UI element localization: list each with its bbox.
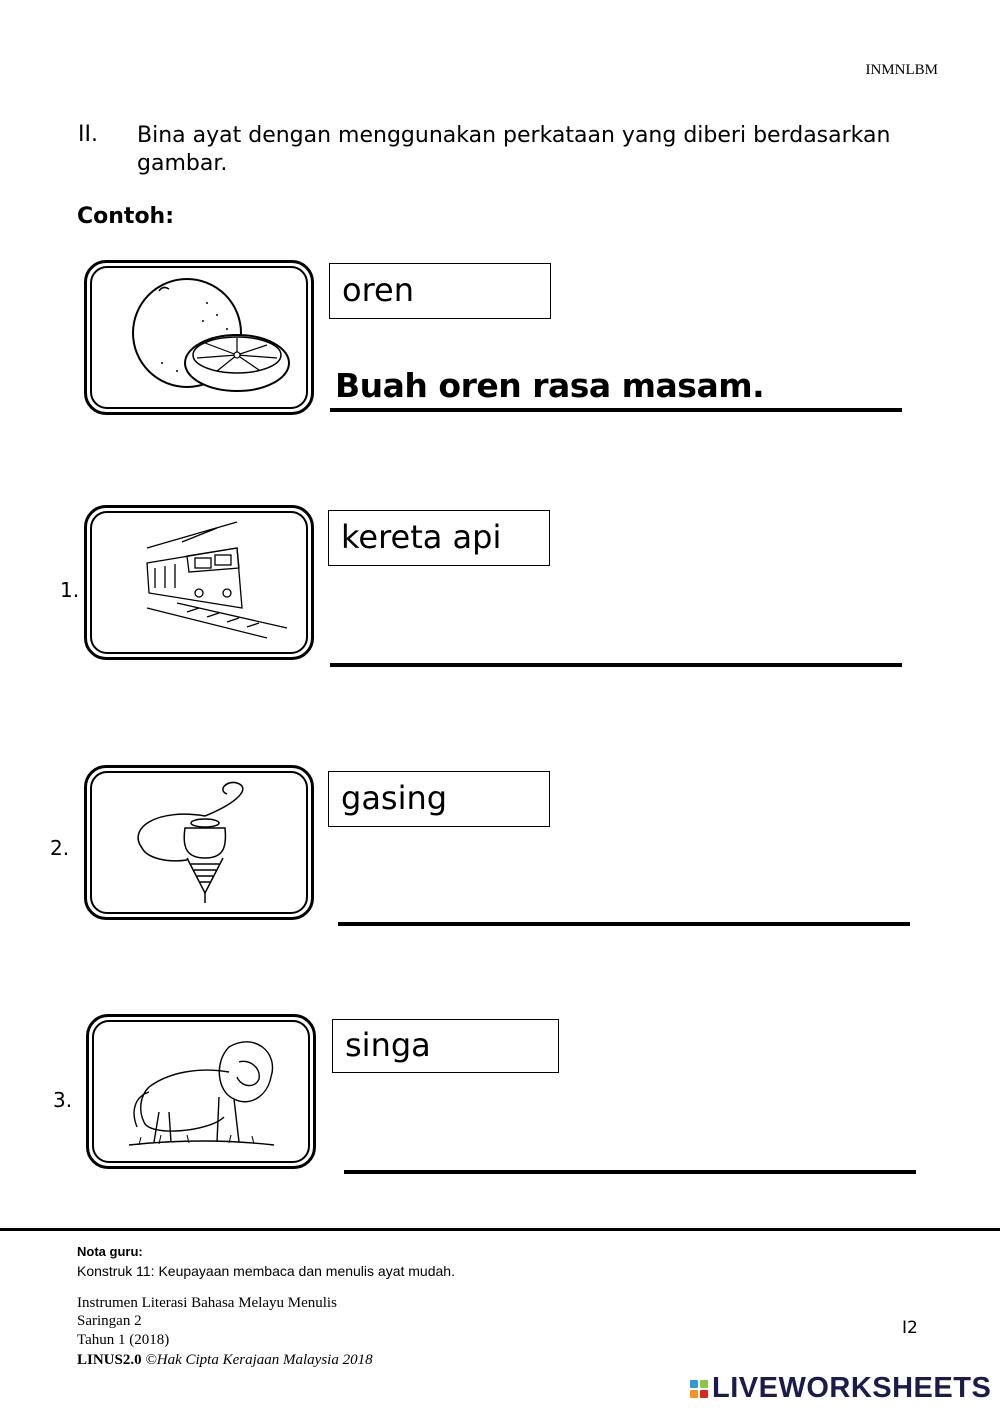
example-answer: Buah oren rasa masam.	[335, 366, 765, 405]
item-3-word-box: singa	[332, 1019, 559, 1073]
question-number: II.	[78, 122, 98, 147]
example-label: Contoh:	[77, 204, 175, 229]
train-icon	[87, 508, 317, 663]
item-1-answer-line[interactable]	[330, 663, 902, 667]
item-2-word-box: gasing	[328, 771, 550, 827]
liveworksheets-logo-icon	[690, 1380, 708, 1398]
copyright-line	[77, 1352, 373, 1369]
lion-icon	[89, 1017, 319, 1172]
item-3-picture-frame	[86, 1014, 316, 1169]
example-word-box: oren	[329, 263, 551, 319]
item-2-picture-frame	[84, 765, 314, 920]
example-picture-frame	[84, 260, 314, 415]
item-3-answer-line[interactable]	[344, 1170, 916, 1174]
copyright-notice: ©Hak Cipta Kerajaan Malaysia 2018	[145, 1352, 373, 1368]
item-2-label: 2.	[50, 836, 70, 860]
saringan-label: Saringan 2	[77, 1313, 142, 1329]
item-3-label: 3.	[53, 1088, 73, 1112]
teacher-note-text: Konstruk 11: Keupayaan membaca dan menulis ayat mudah.	[77, 1263, 455, 1279]
teacher-note-title: Nota guru:	[77, 1244, 143, 1259]
question-instruction: Bina ayat dengan menggunakan perkataan yang diberi berdasarkan gambar.	[137, 123, 891, 176]
example-answer-line	[330, 408, 902, 412]
item-1-word-box: kereta api	[328, 510, 550, 566]
item-2-answer-line[interactable]	[338, 922, 910, 926]
orange-icon	[87, 263, 317, 418]
instrument-title: Instrumen Literasi Bahasa Melayu Menulis	[77, 1295, 337, 1311]
footer-divider	[0, 1228, 1000, 1231]
item-1-label: 1.	[60, 578, 80, 602]
tahun-label: Tahun 1 (2018)	[77, 1332, 170, 1348]
copyright-program: LINUS2.0	[77, 1352, 142, 1368]
item-1-picture-frame	[84, 505, 314, 660]
liveworksheets-brand[interactable]	[690, 1372, 991, 1405]
document-code: INMNLBM	[865, 62, 938, 78]
page-number: I2	[902, 1318, 918, 1338]
spinning-top-icon	[87, 768, 317, 923]
liveworksheets-wordmark: LIVEWORKSHEETS	[712, 1372, 992, 1404]
